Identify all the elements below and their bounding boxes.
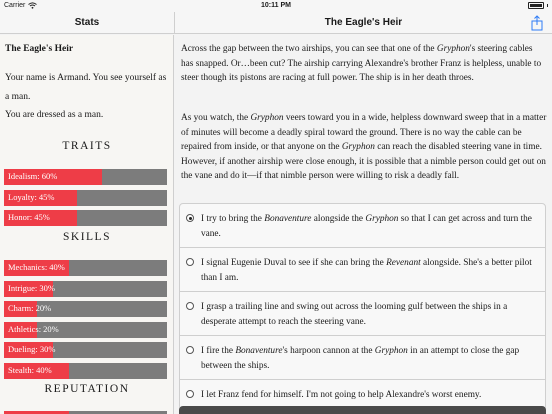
radio-button[interactable] — [186, 390, 194, 398]
choice-option-3[interactable] — [180, 292, 545, 336]
share-icon[interactable] — [530, 15, 544, 31]
choice-text: I fire the Bonaventure's harpoon cannon at the Gryphon in an attempt to close the gap between the ships. — [201, 346, 520, 371]
skill-bar — [4, 342, 167, 358]
radio-button[interactable] — [186, 302, 194, 310]
reputation-heading: REPUTATION — [44, 383, 130, 395]
skill-bar-label: Dueling: 30% — [8, 344, 56, 354]
radio-button[interactable] — [186, 258, 194, 266]
trait-bar — [4, 190, 167, 206]
choice-option-5[interactable] — [180, 380, 545, 409]
skill-bar-label: Athletics: 20% — [8, 323, 59, 334]
choice-option-4[interactable] — [180, 336, 545, 380]
story-pane[interactable] — [175, 35, 552, 414]
skill-bar — [4, 322, 167, 338]
choice-text: I try to bring the Bonaventure alongside the Gryphon so that I can get across and turn the vane. — [201, 214, 532, 239]
next-button[interactable] — [179, 406, 546, 414]
ship-name: Bonaventure — [264, 214, 312, 224]
choice-list — [179, 203, 546, 410]
ship-name: Gryphon — [365, 214, 399, 224]
skill-bar-label: Mechanics: 40% — [8, 262, 65, 272]
ship-name: Gryphon — [374, 346, 408, 356]
skill-bar — [4, 363, 167, 379]
traits-heading: TRAITS — [62, 140, 112, 152]
radio-button[interactable] — [186, 346, 194, 354]
story-paragraph-1: Across the gap between the two airships, you can see that one of the Gryphon's steering cables has snapped. Or…been cut? The airship carrying Alexandre's brother Franz is helpless, unable to steer though its pistons are racing at full power. The ship is in her death throes. — [181, 44, 542, 83]
skill-bar — [4, 301, 167, 317]
ship-name: Gryphon — [436, 44, 470, 54]
page-title: The Eagle's Heir — [324, 17, 403, 28]
skill-bar — [4, 281, 167, 297]
navigation-bar — [0, 12, 552, 34]
ship-name: Gryphon — [341, 142, 375, 152]
ship-name: Bonaventure — [235, 346, 283, 356]
stats-title: Stats — [74, 17, 100, 28]
identity-text: Your name is Armand. You see yourself as a man. — [5, 73, 167, 102]
trait-bar-label: Idealism: 60% — [8, 171, 58, 181]
skills-heading: SKILLS — [63, 231, 111, 243]
skill-bar-label: Stealth: 40% — [8, 364, 52, 375]
trait-bar-label: Honor: 45% — [8, 212, 50, 222]
sidebar-game-title: The Eagle's Heir — [5, 44, 74, 54]
skill-bar-label: Charm: 20% — [8, 303, 52, 313]
choice-option-1[interactable] — [180, 204, 545, 248]
clock: 10:11 PM — [261, 2, 291, 9]
choice-option-2[interactable] — [180, 248, 545, 292]
choice-text: I let Franz fend for himself. I'm not going to help Alexandre's worst enemy. — [201, 390, 482, 400]
radio-button[interactable] — [186, 214, 194, 222]
dress-text: You are dressed as a man. — [5, 110, 104, 120]
ship-name: Gryphon — [250, 113, 284, 123]
choice-text: I grasp a trailing line and swing out across the looming gulf between the ships in a desperate attempt to reach the steering vane. — [201, 302, 508, 327]
ship-name: Revenant — [386, 258, 421, 268]
trait-bar-label: Loyalty: 45% — [8, 191, 55, 202]
trait-bar — [4, 169, 167, 185]
stats-sidebar[interactable] — [0, 35, 174, 414]
skill-bar — [4, 260, 167, 276]
story-paragraph-2: As you watch, the Gryphon veers toward you in a wide, helpless downward sweep that in a matter of minutes will become a deadly spiral toward the ground. There is no way the cable can be repaired from inside, or that anyone on the Gryphon can reach the disabled steering vane in time. However, if another airship were close enough, it is possible that a nimble person could get out on the vane and do it—if that nimble person were willing to risk a deadly fall. — [181, 113, 547, 181]
choice-text: I signal Eugenie Duval to see if she can bring the Revenant alongside. She's a better pilot than I am. — [201, 258, 532, 283]
trait-bar — [4, 210, 167, 226]
skill-bar-label: Intrigue: 30% — [8, 282, 55, 293]
carrier-label: Carrier — [4, 2, 26, 9]
status-bar — [0, 0, 552, 12]
battery-icon — [528, 2, 544, 9]
